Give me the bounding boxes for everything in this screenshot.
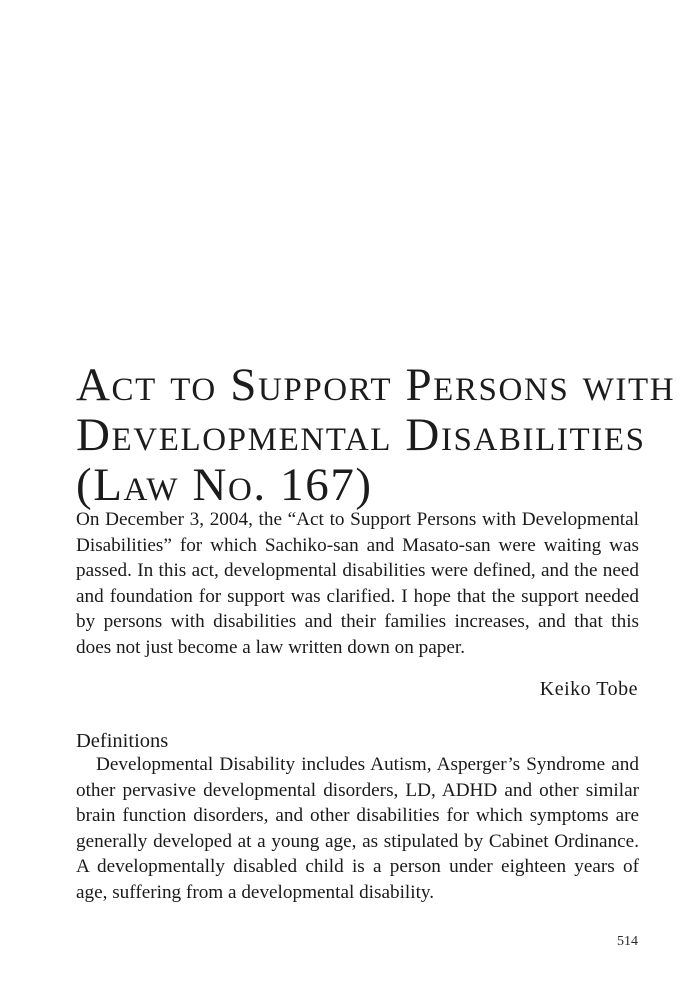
page-title (76, 359, 676, 511)
definitions-paragraph: Developmental Disability includes Autism, Asperger’s Syndrome and other pervasive developmental disorders, LD, ADHD and other similar brain function disorders, and other disabilities for which symptoms are generally developed at a young age, as stipulated by Cabinet Ordinance. A developmentally disabled child is a person under eighteen years of age, suffering from a developmental disability. (76, 754, 639, 903)
page-number: 514 (617, 934, 638, 949)
title-line-3: (Law No. 167) (76, 459, 373, 511)
title-line-1: Act to Support Persons with (76, 359, 676, 411)
intro-paragraph: On December 3, 2004, the “Act to Support Persons with Developmental Disabilities” for which Sachiko-san and Masato-san were waiting was passed. In this act, developmental disabilities were defined, and the need and foundation for support was clarified. I hope that the support needed by persons with disabilities and their families increases, and that this does not just become a law written down on paper. (76, 509, 639, 658)
definitions-heading: Definitions (76, 730, 169, 752)
author-signature: Keiko Tobe (539, 678, 638, 700)
title-line-2: Developmental Disabilities (76, 409, 646, 461)
